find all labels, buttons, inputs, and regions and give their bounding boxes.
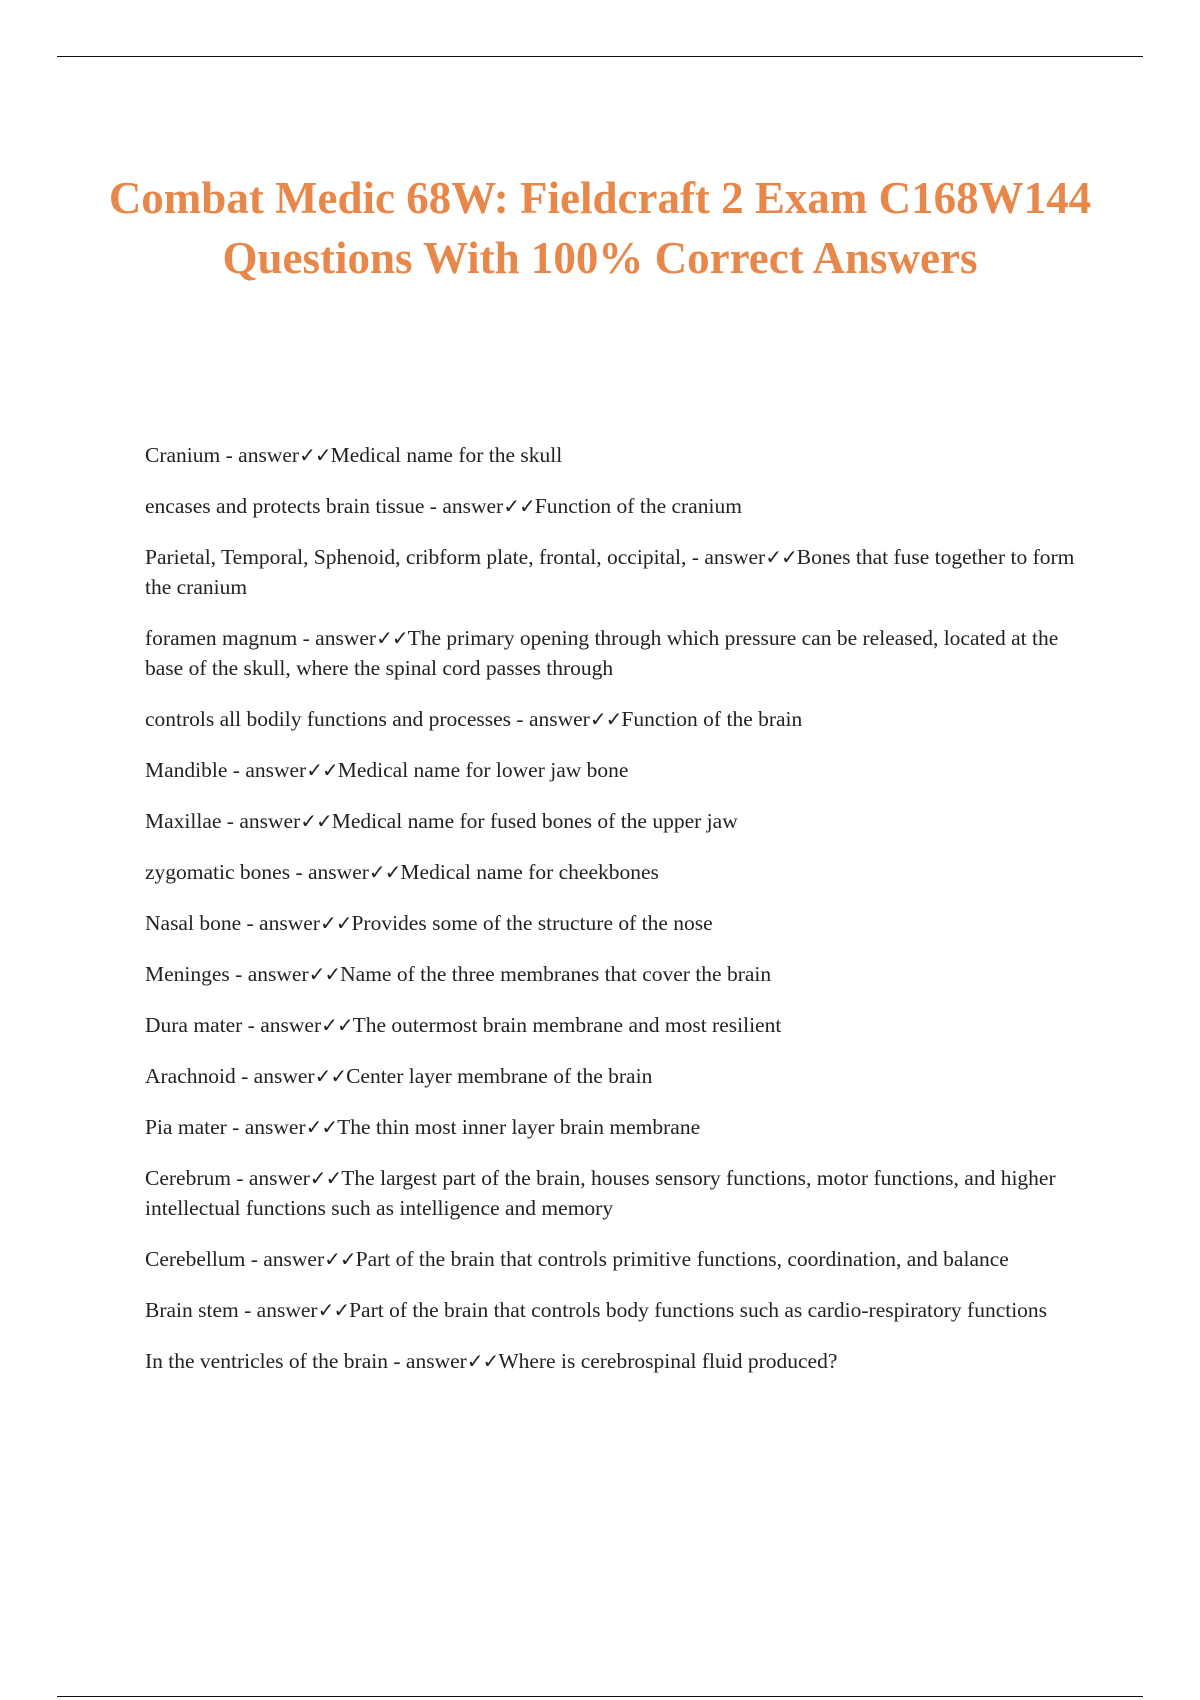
qa-list: [145, 440, 1075, 1397]
qa-item: Maxillae - answer✓✓Medical name for fused bones of the upper jaw: [145, 809, 738, 833]
check-icon: ✓✓: [321, 1013, 353, 1037]
check-icon: ✓✓: [376, 626, 408, 650]
qa-definition: Part of the brain that controls primitive functions, coordination, and balance: [355, 1247, 1009, 1271]
qa-definition: Provides some of the structure of the nose: [351, 911, 713, 935]
qa-item: Arachnoid - answer✓✓Center layer membrane of the brain: [145, 1064, 653, 1088]
check-icon: ✓✓: [324, 1247, 356, 1271]
qa-definition: Center layer membrane of the brain: [346, 1064, 653, 1088]
check-icon: ✓✓: [589, 707, 622, 731]
answer-label: answer: [245, 758, 307, 782]
check-icon: ✓✓: [306, 758, 338, 782]
qa-definition: The largest part of the brain, houses sensory functions, motor functions, and higher intellectual functions such as intelligence and memory: [145, 1166, 1056, 1220]
qa-term: Cerebrum: [145, 1166, 231, 1190]
qa-definition: The outermost brain membrane and most resilient: [352, 1013, 782, 1037]
document-title: Combat Medic 68W: Fieldcraft 2 Exam C168W144 Questions With 100% Correct Answers: [108, 173, 1092, 283]
qa-term: Dura mater: [145, 1013, 243, 1037]
qa-definition: Medical name for lower jaw bone: [337, 758, 629, 782]
check-icon: ✓✓: [503, 494, 535, 518]
answer-label: answer: [442, 494, 504, 518]
top-rule: [57, 56, 1143, 57]
qa-term: controls all bodily functions and processes: [145, 707, 512, 731]
answer-label: answer: [248, 1166, 310, 1190]
qa-item: Mandible - answer✓✓Medical name for lower jaw bone: [145, 758, 629, 782]
qa-item: Parietal, Temporal, Sphenoid, cribform plate, frontal, occipital, - answer✓✓Bones that fuse together to form the cranium: [145, 545, 1075, 599]
answer-label: answer: [253, 1064, 315, 1088]
qa-definition: Medical name for the skull: [330, 443, 563, 467]
qa-term: Mandible: [145, 758, 228, 782]
check-icon: ✓✓: [308, 962, 341, 986]
qa-definition: Function of the cranium: [534, 494, 742, 518]
answer-label: answer: [247, 962, 309, 986]
check-icon: ✓✓: [299, 443, 331, 467]
qa-item: Cerebrum - answer✓✓The largest part of the brain, houses sensory functions, motor functions, and higher intellectual functions such as intelligence and memory: [145, 1166, 1056, 1220]
answer-label: answer: [256, 1298, 318, 1322]
qa-item: Meninges - answer✓✓Name of the three membranes that cover the brain: [145, 962, 772, 986]
qa-term: Maxillae: [145, 809, 222, 833]
qa-term: In the ventricles of the brain: [145, 1349, 388, 1373]
check-icon: ✓✓: [300, 809, 332, 833]
qa-item: foramen magnum - answer✓✓The primary opening through which pressure can be released, located at the base of the skull, where the spinal cord passes through: [145, 626, 1059, 680]
qa-term: Arachnoid: [145, 1064, 236, 1088]
qa-definition: Medical name for fused bones of the upper jaw: [331, 809, 738, 833]
qa-term: Brain stem: [145, 1298, 239, 1322]
answer-label: answer: [315, 626, 377, 650]
check-icon: ✓✓: [466, 1349, 499, 1373]
qa-item: encases and protects brain tissue - answer✓✓Function of the cranium: [145, 494, 742, 518]
qa-definition: Name of the three membranes that cover the brain: [340, 962, 772, 986]
answer-label: answer: [528, 707, 590, 731]
qa-term: Nasal bone: [145, 911, 242, 935]
check-icon: ✓✓: [319, 911, 352, 935]
qa-definition: Part of the brain that controls body functions such as cardio-respiratory functions: [349, 1298, 1048, 1322]
qa-definition: Function of the brain: [621, 707, 803, 731]
answer-label: answer: [238, 443, 300, 467]
qa-term: zygomatic bones: [145, 860, 291, 884]
answer-label: answer: [260, 1013, 322, 1037]
qa-item: Nasal bone - answer✓✓Provides some of the structure of the nose: [145, 911, 713, 935]
qa-definition: The primary opening through which pressure can be released, located at the base of the skull, where the spinal cord passes through: [145, 626, 1059, 680]
qa-item: Cranium - answer✓✓Medical name for the skull: [145, 443, 563, 467]
qa-term: Pia mater: [145, 1115, 227, 1139]
answer-label: answer: [244, 1115, 306, 1139]
check-icon: ✓✓: [314, 1064, 347, 1088]
check-icon: ✓✓: [368, 860, 401, 884]
qa-item: Brain stem - answer✓✓Part of the brain that controls body functions such as cardio-respiratory functions: [145, 1298, 1048, 1322]
qa-item: Pia mater - answer✓✓The thin most inner layer brain membrane: [145, 1115, 701, 1139]
qa-term: Cranium: [145, 443, 221, 467]
qa-item: Cerebellum - answer✓✓Part of the brain that controls primitive functions, coordination, and balance: [145, 1247, 1009, 1271]
qa-item: zygomatic bones - answer✓✓Medical name for cheekbones: [145, 860, 659, 884]
qa-definition: Where is cerebrospinal fluid produced?: [498, 1349, 838, 1373]
check-icon: ✓✓: [305, 1115, 338, 1139]
answer-label: answer: [239, 809, 301, 833]
bottom-rule: [57, 1696, 1143, 1697]
qa-item: Dura mater - answer✓✓The outermost brain membrane and most resilient: [145, 1013, 782, 1037]
qa-term: encases and protects brain tissue: [145, 494, 425, 518]
qa-term: foramen magnum: [145, 626, 298, 650]
check-icon: ✓✓: [765, 545, 797, 569]
qa-item: In the ventricles of the brain - answer✓✓Where is cerebrospinal fluid produced?: [145, 1349, 838, 1373]
qa-item: controls all bodily functions and processes - answer✓✓Function of the brain: [145, 707, 803, 731]
qa-definition: Medical name for cheekbones: [400, 860, 659, 884]
answer-label: answer: [405, 1349, 467, 1373]
qa-term: Parietal, Temporal, Sphenoid, cribform plate, frontal, occipital,: [145, 545, 687, 569]
answer-label: answer: [263, 1247, 325, 1271]
qa-definition: The thin most inner layer brain membrane: [337, 1115, 701, 1139]
qa-term: Meninges: [145, 962, 230, 986]
answer-label: answer: [308, 860, 369, 884]
qa-term: Cerebellum: [145, 1247, 246, 1271]
qa-definition: Bones that fuse together to form the cranium: [145, 545, 1075, 599]
answer-label: answer: [259, 911, 320, 935]
check-icon: ✓✓: [309, 1166, 342, 1190]
answer-label: answer: [704, 545, 766, 569]
check-icon: ✓✓: [317, 1298, 350, 1322]
